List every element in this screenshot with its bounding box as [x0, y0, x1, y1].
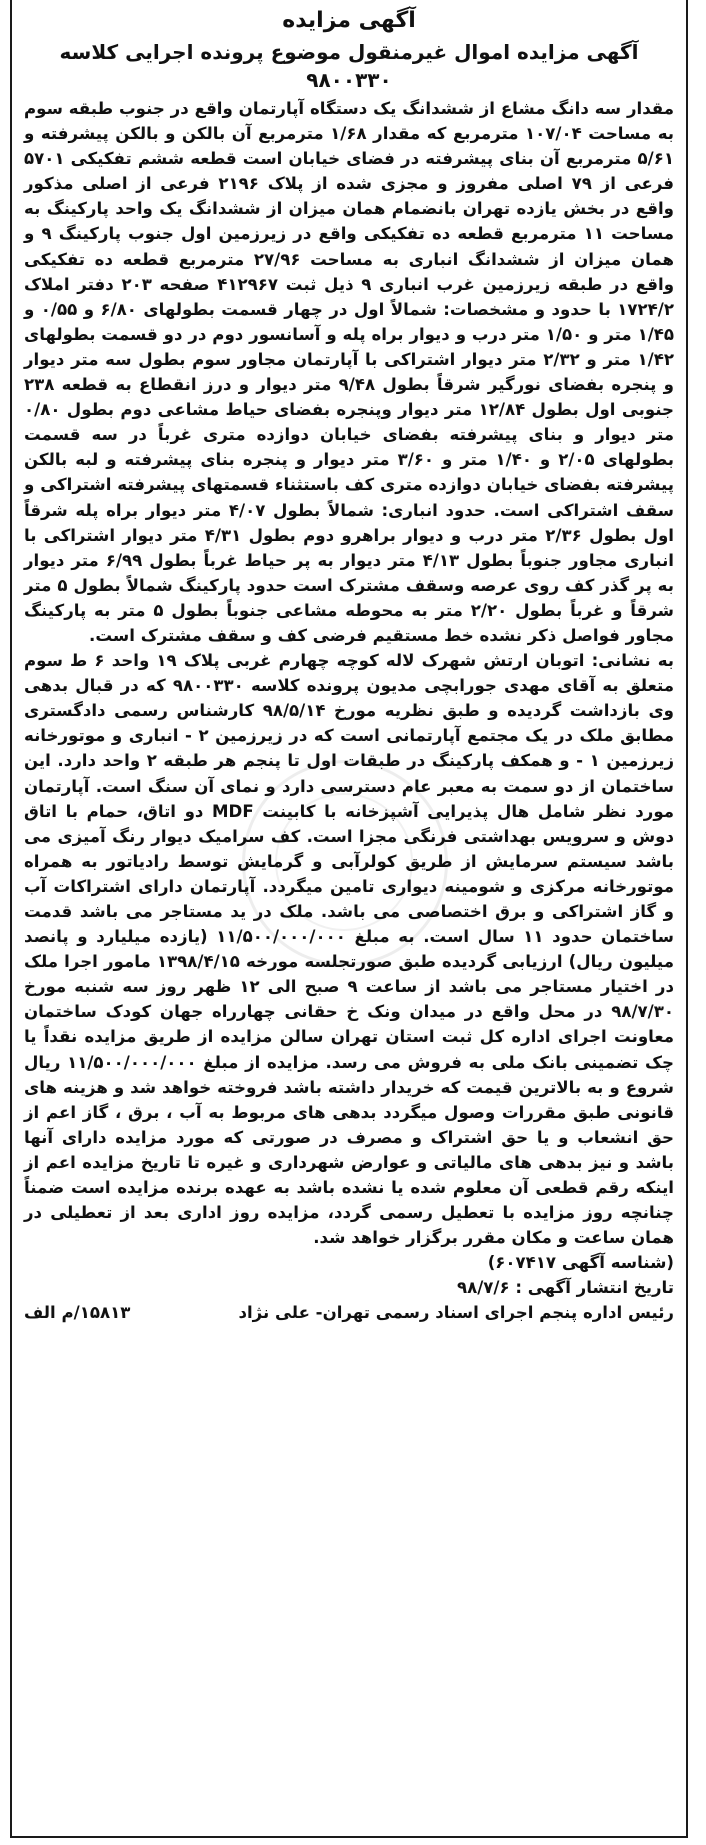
- notice-subtitle: آگهی مزایده اموال غیرمنقول موضوع پرونده اجرایی کلاسه ۹۸۰۰۳۳۰: [59, 40, 639, 92]
- notice-id: (شناسه آگهی ۶۰۷۴۱۷): [487, 1253, 674, 1273]
- auction-terms-paragraph: به نشانی: اتوبان ارتش شهرک لاله کوچه چهارم غربی پلاک ۱۹ واحد ۶ ط سوم متعلق به آقای مهدی جورابچی مدیون پرونده کلاسه ۹۸۰۰۳۳۰ که در قبال بدهی وی بازداشت گردیده و طبق نظریه مورخ ۹۸/۵/۱۴ کارشناس رسمی دادگستری مطابق ملک در یک مجتمع آپارتمانی است که در زیرزمین ۲ - انباری و موتورخانه زیرزمین ۱ - و همکف پارکینگ در طبقات اول تا پنجم هر طبقه ۲ واحد دارد. این ساختمان از دو سمت به معبر عام دسترسی دارد و نمای آن سنگ است. آپارتمان مورد نظر شامل هال پذیرایی آشپزخانه با کابینت MDF دو اتاق، حمام با اتاق دوش و سرویس بهداشتی فرنگی مجزا است. کف سرامیک دیوار رنگ آمیزی می باشد سیستم سرمایش از طریق کولرآبی و گرمایش توسط رادیاتور به همراه موتورخانه مرکزی و شومینه دیواری تامین میگردد. آپارتمان دارای اشتراکات آب و گاز اشتراکی و برق اختصاصی می باشد. ملک در ید مستاجر می باشد قدمت ساختمان حدود ۱۱ سال است. به مبلغ ۱۱/۵۰۰/۰۰۰/۰۰۰ (یازده میلیارد و پانصد میلیون ریال) ارزیابی گردیده طبق صورتجلسه مورخه ۱۳۹۸/۴/۱۵ مامور اجرا ملک در اختیار مستاجر می باشد از ساعت ۹ صبح الی ۱۲ ظهر روز سه شنبه مورخ ۹۸/۷/۳۰ در محل واقع در میدان ونک خ حقانی چهارراه جهان کودک ساختمان معاونت اجرای اداره کل ثبت استان تهران سالن مزایده از طریق مزایده نقداً یا چک تضمینی بانک ملی به فروش می رسد. مزایده از مبلغ ۱۱/۵۰۰/۰۰۰/۰۰۰ ریال شروع و به بالاترین قیمت که خریدار داشته باشد فروخته خواهد شد و هزینه های قانونی طبق مقررات وصول میگردد بدهی های مربوط به آب ، برق ، گاز اعم از حق انشعاب و یا حق اشتراک و مصرف در صورتی که مورد مزایده دارای آنها باشد و نیز بدهی های مالیاتی و عوارض شهرداری و غیره تا تاریخ مزایده اعم از اینکه رقم قطعی آن معلوم شده یا نشده باشد به عهده برنده مزایده است ضمناً چنانچه روز مزایده با تعطیل رسمی گردد، مزایده روز اداری بعد از تعطیلی در همان ساعت و مکان مقرر برگزار خواهد شد.: [24, 651, 675, 1248]
- notice-title: آگهی مزایده: [282, 8, 416, 33]
- reference-number: ۱۵۸۱۳/م الف: [24, 1303, 131, 1323]
- footer-signature-row: [24, 1300, 674, 1325]
- signature-text: رئیس اداره پنجم اجرای اسناد رسمی تهران- علی نژاد: [238, 1303, 674, 1323]
- auction-notice: [10, 0, 688, 1838]
- notice-footer: [12, 1250, 686, 1325]
- notice-body: [12, 94, 686, 1250]
- property-description-paragraph: مقدار سه دانگ مشاع از ششدانگ یک دستگاه آپارتمان واقع در جنوب طبقه سوم به مساحت ۱۰۷/۰۴ مترمربع که مقدار ۱/۶۸ مترمربع آن بالکن و بالکن پیشرفته و ۵/۶۱ مترمربع آن بنای پیشرفته در فضای خیابان است قطعه ششم تفکیکی ۵۷۰۱ فرعی از ۷۹ اصلی مفروز و مجزی شده از پلاک ۲۱۹۶ فرعی از اصلی مذکور واقع در بخش یازده تهران بانضمام همان میزان از ششدانگ یک واحد پارکینگ به مساحت ۱۱ مترمربع قطعه ده تفکیکی واقع در زیرزمین اول جنوب پارکینگ ۹ و همان میزان از ششدانگ انباری به مساحت ۲۷/۹۶ مترمربع قطعه ده تفکیکی واقع در طبقه زیرزمین غرب انباری ۹ ذیل ثبت ۴۱۲۹۶۷ صفحه ۲۰۳ دفتر املاک ۱۷۲۴/۲ با حدود و مشخصات: شمالاً اول در چهار قسمت بطولهای ۶/۸۰ و ۰/۵۵ و ۱/۴۵ متر و ۱/۵۰ متر درب و دیوار براه پله و آسانسور دوم در دو قسمت بطولهای ۱/۴۲ متر و ۲/۳۲ متر دیوار اشتراکی با آپارتمان مجاور سوم بطول سه متر دیوار و پنجره بفضای نورگیر شرقاً بطول ۹/۴۸ متر دیوار و درز انقطاع به قطعه ۲۳۸ جنوبی اول بطول ۱۲/۸۴ متر دیوار وپنجره بفضای حیاط مشاعی دوم بطول ۰/۸۰ متر دیوار و بنای پیشرفته بفضای خیابان دوازده متری غرباً در سه قسمت بطولهای ۲/۰۵ و ۱/۴۰ متر و ۳/۶۰ متر دیوار و پنجره بنای پیشرفته و لبه بالکن پیشرفته بفضای خیابان دوازده متری کف باستثناء قسمتهای پیشرفته اشتراکی و سقف اشتراکی است. حدود انباری: شمالاً بطول ۴/۰۷ متر دیوار براه پله شرقاً اول بطول ۲/۳۶ متر درب و دیوار براهرو دوم بطول ۴/۳۱ متر دیوار اشتراکی با انباری مجاور جنوباً بطول ۴/۱۳ متر دیوار به پر حیاط غرباً بطول ۶/۹۹ متر دیوار به پر گذر کف روی عرصه وسقف مشترک است حدود پارکینگ شمالاً بطول ۵ متر شرقاً و غرباً بطول ۲/۲۰ متر به محوطه مشاعی جنوباً بطول ۵ متر به پارکینگ مجاور فواصل ذکر نشده خط مستقیم فرضی کف و سقف مشترک است.: [24, 99, 675, 645]
- publish-date: تاریخ انتشار آگهی : ۹۸/۷/۶: [456, 1278, 674, 1298]
